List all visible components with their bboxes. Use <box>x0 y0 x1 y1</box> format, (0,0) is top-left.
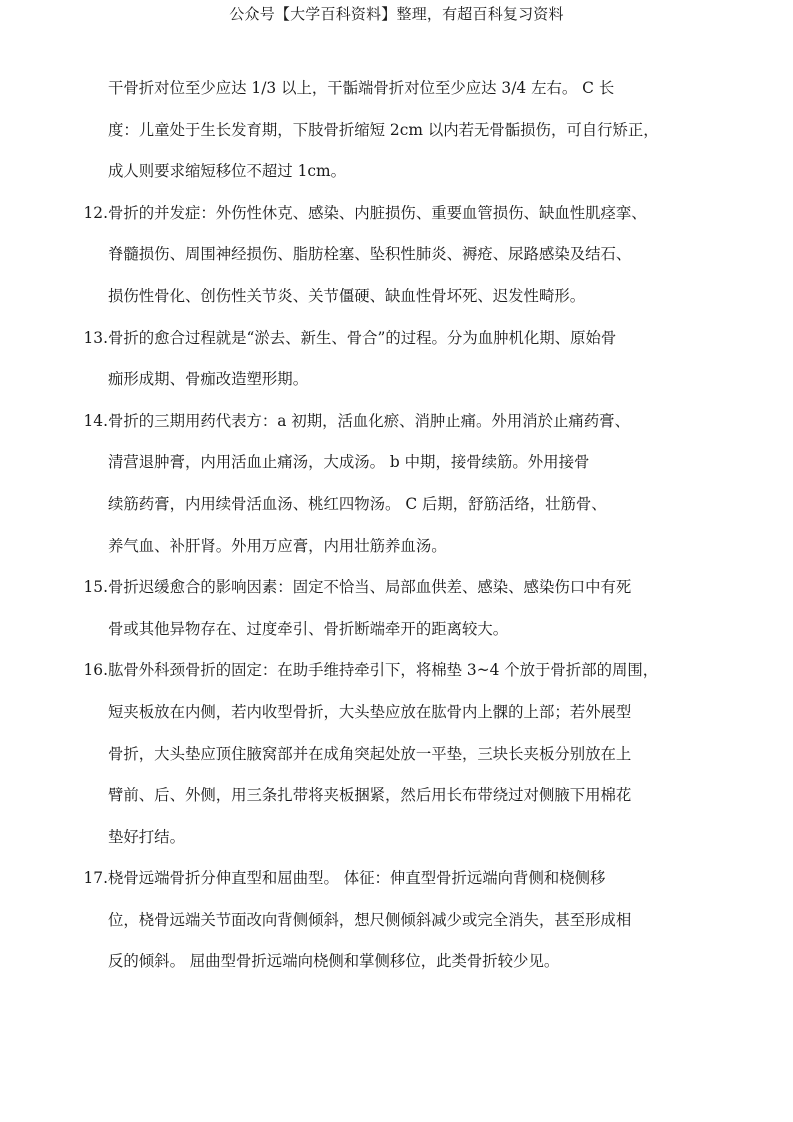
text-line: 骨折的三期用药代表方：a 初期，活血化瘀、消肿止痛。外用消於止痛药膏、 <box>108 411 630 430</box>
text-line: 位，桡骨远端关节面改向背侧倾斜，想尺侧倾斜减少或完全消失，甚至形成相 <box>108 910 632 929</box>
text-line: 肱骨外科颈骨折的固定：在助手维持牵引下，将棉垫 3~4 个放于骨折部的周围， <box>108 661 659 680</box>
text-line: 脊髓损伤、周围神经损伤、脂肪栓塞、坠积性肺炎、褥疮、尿路感染及结石、 <box>108 245 632 264</box>
text-line: 痂形成期、骨痂改造塑形期。 <box>108 370 309 389</box>
list-item-16 <box>0 650 793 858</box>
list-item-14 <box>0 401 793 567</box>
item-text <box>108 567 698 650</box>
list-item-12 <box>0 193 793 318</box>
text-line: 续筋药膏，内用续骨活血汤、桃红四物汤。 C 后期，舒筋活络，壮筋骨、 <box>108 494 607 513</box>
text-line: 骨折，大头垫应顶住腋窝部并在成角突起处放一平垫，三块长夹板分别放在上 <box>108 744 632 763</box>
text-line: 干骨折对位至少应达 1/3 以上，干骺端骨折对位至少应达 3/4 左右。 C 长 <box>108 79 615 97</box>
item-number: 17. <box>83 869 108 888</box>
item-text <box>108 401 698 567</box>
text-line: 骨折的愈合过程就是“淤去、新生、骨合”的过程。分为血肿机化期、原始骨 <box>108 328 617 347</box>
item-number: 14. <box>83 411 108 430</box>
item-number: 13. <box>83 328 108 347</box>
text-line: 成人则要求缩短移位不超过 1cm。 <box>108 162 346 181</box>
text-line: 反的倾斜。 屈曲型骨折远端向桡侧和掌侧移位，此类骨折较少见。 <box>108 952 560 971</box>
item-text <box>108 193 698 318</box>
text-line: 损伤性骨化、创伤性关节炎、关节僵硬、缺血性骨坏死、迟发性畸形。 <box>108 286 586 305</box>
item-text <box>108 318 698 401</box>
text-line: 臂前、后、外侧，用三条扎带将夹板捆紧，然后用长布带绕过对侧腋下用棉花 <box>108 786 632 805</box>
text-line: 短夹板放在内侧，若内收型骨折，大头垫应放在肱骨内上髁的上部；若外展型 <box>108 702 632 721</box>
list-item-13 <box>0 318 793 401</box>
text-line: 桡骨远端骨折分伸直型和屈曲型。 体征：伸直型骨折远端向背侧和桡侧移 <box>108 869 606 888</box>
continuation-paragraph <box>108 68 698 193</box>
text-line: 度：儿童处于生长发育期，下肢骨折缩短 2cm 以内若无骨骺损伤，可自行矫正， <box>108 120 659 139</box>
list-item-17 <box>0 858 793 983</box>
text-line: 骨或其他异物存在、过度牵引、骨折断端牵开的距离较大。 <box>108 619 509 638</box>
text-line: 养气血、补肝肾。外用万应膏，内用壮筋养血汤。 <box>108 536 447 555</box>
item-number: 16. <box>83 661 108 680</box>
item-text <box>108 650 698 858</box>
text-line: 骨折迟缓愈合的影响因素：固定不恰当、局部血供差、感染、感染伤口中有死 <box>108 578 632 597</box>
item-number: 15. <box>83 578 108 597</box>
text-line: 骨折的并发症：外伤性休克、感染、内脏损伤、重要血管损伤、缺血性肌痉挛、 <box>108 203 647 222</box>
page-header: 公众号【大学百科资料】整理，有超百科复习资料 <box>229 5 564 23</box>
document-body <box>0 68 793 983</box>
text-line: 清营退肿膏，内用活血止痛汤，大成汤。 b 中期，接骨续筋。外用接骨 <box>108 453 590 472</box>
item-text <box>108 858 698 983</box>
list-item-15 <box>0 567 793 650</box>
item-number: 12. <box>83 203 108 222</box>
text-line: 垫好打结。 <box>108 827 185 846</box>
